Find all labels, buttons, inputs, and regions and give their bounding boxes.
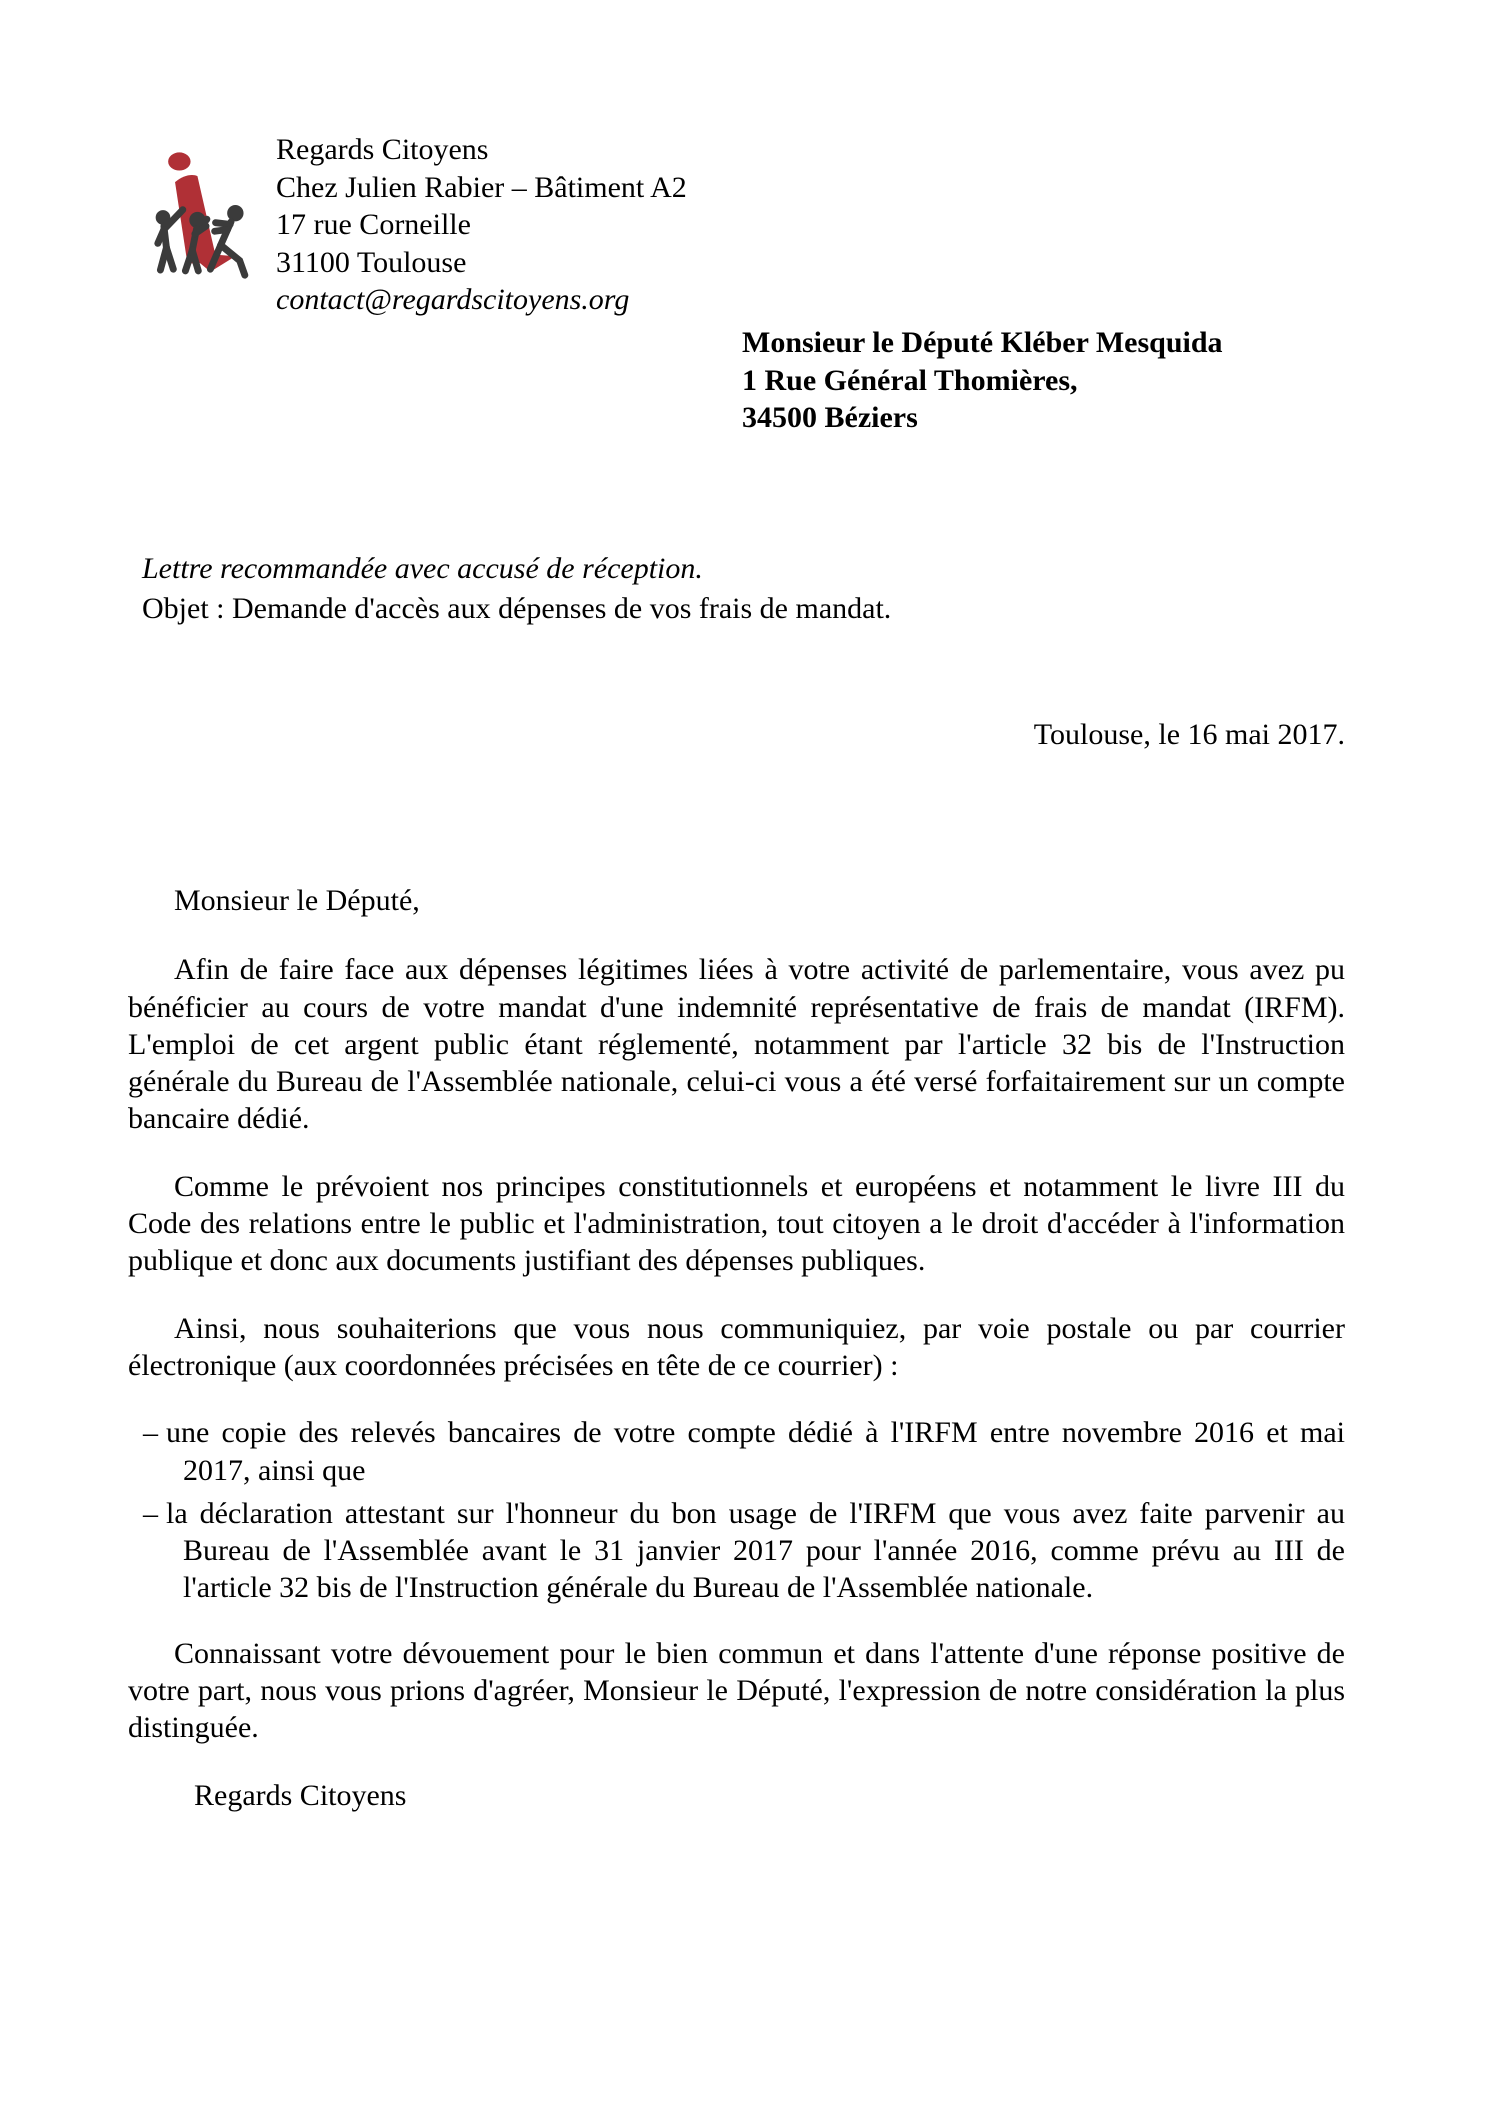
reference-block: [142, 549, 891, 629]
sender-name: Regards Citoyens: [276, 133, 489, 166]
recipient-name: Monsieur le Député Kléber Mesquida: [742, 326, 1223, 359]
signature: Regards Citoyens: [194, 1778, 407, 1812]
list-dash-marker: –: [143, 1496, 158, 1530]
recipient-address-line: 1 Rue Général Thomières,: [742, 363, 1078, 397]
body-paragraph: Afin de faire face aux dépenses légitimes liées à votre activité de parlementaire, vous avez pu bénéficier au cours de votre mandat d'une indemnité représentative de frais de mandat (IRFM). L'emploi de cet argent public étant réglementé, notamment par l'article 32 bis de l'Instruction générale du Bureau de l'Assemblée nationale, celui-ci vous a été versé forfaitairement sur un compte bancaire dédié.: [128, 953, 1345, 1136]
sender-email: contact@regardscitoyens.org: [276, 283, 630, 316]
subject-line: Objet : Demande d'accès aux dépenses de vos frais de mandat.: [142, 592, 892, 625]
letterhead: [138, 124, 687, 319]
body-paragraph: Comme le prévoient nos principes constitutionnels et européens et notamment le livre III du Code des relations entre le public et l'administration, tout citoyen a le droit d'accéder à l'information publique et donc aux documents justifiant des dépenses publiques.: [128, 1169, 1345, 1278]
letter-body: [128, 882, 1345, 1844]
date-line: Toulouse, le 16 mai 2017.: [1033, 718, 1345, 751]
list-item: [128, 1495, 1345, 1607]
sender-address-block: [276, 124, 687, 319]
sender-address-line: 17 rue Corneille: [276, 208, 471, 241]
registered-mail-notice: Lettre recommandée avec accusé de réception.: [142, 552, 703, 585]
requested-documents-list: [128, 1414, 1345, 1606]
recipient-address-line: 34500 Béziers: [742, 401, 918, 434]
list-dash-marker: –: [143, 1416, 158, 1450]
body-paragraph: Ainsi, nous souhaiterions que vous nous communiquiez, par voie postale ou par courrier électronique (aux coordonnées précisées en tête de ce courrier) :: [128, 1311, 1345, 1382]
closing-paragraph: Connaissant votre dévouement pour le bien commun et dans l'attente d'une réponse positive de votre part, nous vous prions d'agréer, Monsieur le Député, l'expression de notre considération la plus distinguée.: [128, 1636, 1345, 1745]
salutation: Monsieur le Député,: [174, 884, 420, 917]
list-item: [128, 1414, 1345, 1489]
regards-citoyens-logo-icon: [138, 124, 250, 292]
list-item-text: la déclaration attestant sur l'honneur du bon usage de l'IRFM que vous avez faite parvenir au Bureau de l'Assemblée avant le 31 janvier 2017 pour l'année 2016, comme prévu au III de l'article 32 bis de l'Instruction générale du Bureau de l'Assemblée nationale.: [166, 1496, 1345, 1605]
list-item-text: une copie des relevés bancaires de votre compte dédié à l'IRFM entre novembre 2016 et mai 2017, ainsi que: [166, 1416, 1345, 1487]
sender-address-line: 31100 Toulouse: [276, 245, 467, 279]
sender-address-line: Chez Julien Rabier – Bâtiment A2: [276, 170, 687, 204]
recipient-address-block: [742, 324, 1223, 437]
